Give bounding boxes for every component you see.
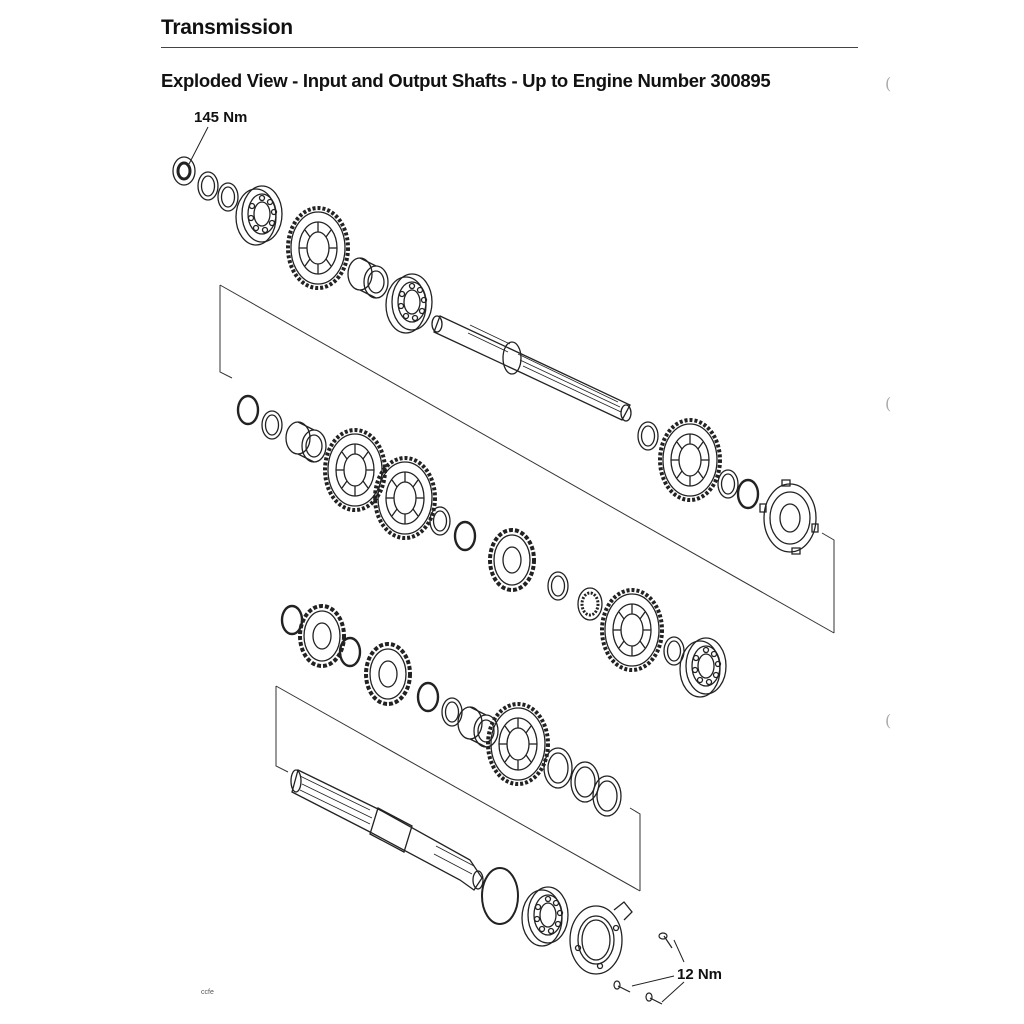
input-shaft-top-parts bbox=[173, 127, 432, 333]
output-shaft bbox=[291, 770, 483, 890]
torque-label-12nm: 12 Nm bbox=[677, 966, 723, 983]
binder-hole-mark: ( bbox=[885, 74, 892, 93]
binder-hole-mark: ( bbox=[885, 394, 892, 413]
figure-code: ccfe bbox=[201, 989, 214, 996]
page-title: Transmission bbox=[161, 16, 293, 39]
torque-label-145nm: 145 Nm bbox=[194, 109, 248, 126]
section-title: Exploded View - Input and Output Shafts - Up to Engine Number 300895 bbox=[161, 70, 771, 91]
input-shaft bbox=[432, 316, 631, 421]
bearing-housing bbox=[570, 902, 632, 974]
binder-hole-mark: ( bbox=[885, 711, 892, 730]
